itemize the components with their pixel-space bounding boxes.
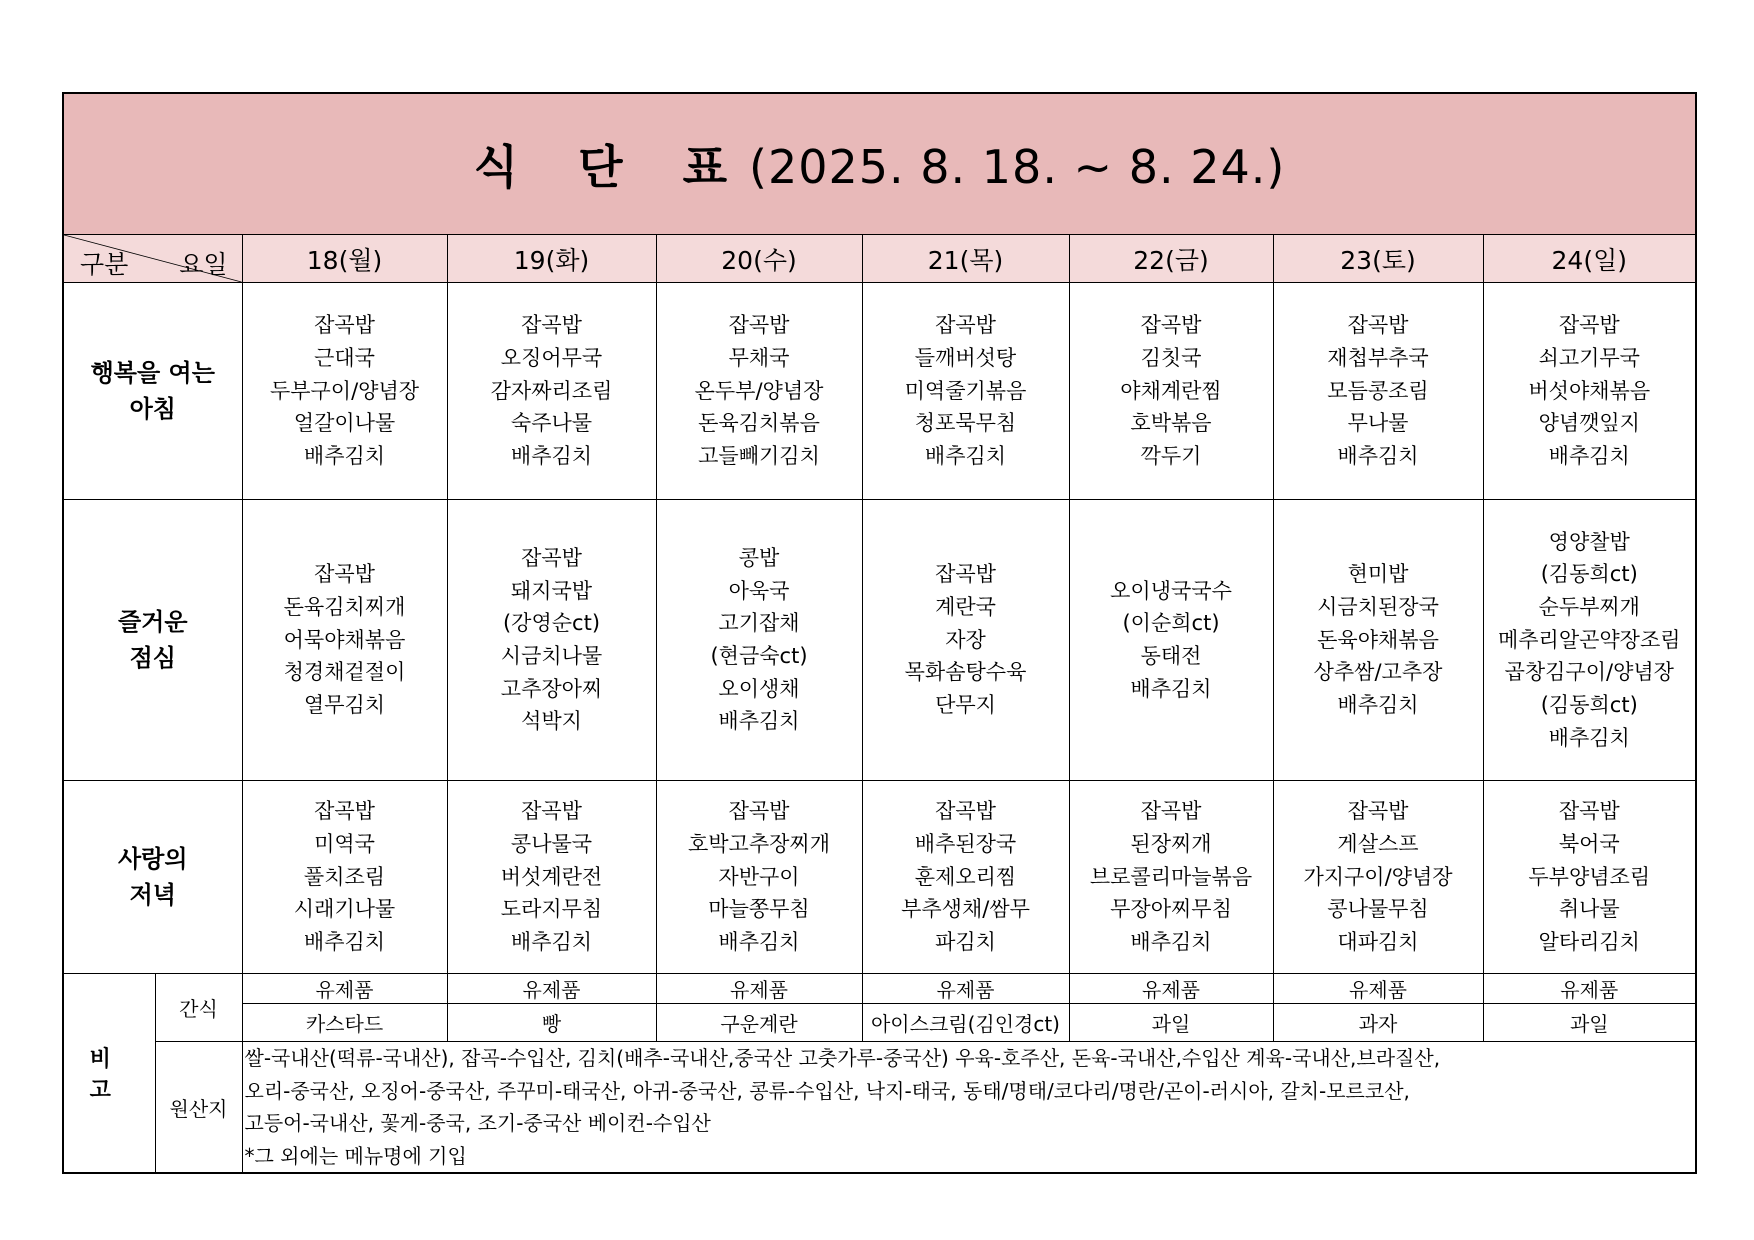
day-header: 24(일): [1483, 235, 1696, 283]
menu-item: 배추김치: [718, 709, 800, 734]
menu-item: 잡곡밥: [521, 799, 582, 824]
day-header: 22(금): [1069, 235, 1273, 283]
day-header: 20(수): [656, 235, 862, 283]
snack-cell: 유제품: [1273, 974, 1483, 1004]
menu-item: 잡곡밥: [935, 313, 996, 338]
menu-item: 북어국: [1558, 831, 1620, 856]
menu-cell: [447, 781, 656, 974]
menu-item: 배추김치: [924, 444, 1007, 469]
menu-item: 무나물: [1347, 411, 1409, 436]
menu-item: 들깨버섯탕: [914, 345, 1017, 370]
menu-item: 게살스프: [1337, 831, 1419, 856]
menu-item: (현금숙ct): [710, 644, 808, 668]
menu-item: 오이생채: [718, 676, 800, 701]
menu-item: 근대국: [314, 345, 375, 370]
origin-line: 오리-중국산, 오징어-중국산, 주꾸미-태국산, 아귀-중국산, 콩류-수입산, 낙지-태국, 동태/명태/코다리/명란/곤이-러시아, 갈치-모르코산,: [244, 1078, 1410, 1103]
menu-item: 돈육김치찌개: [283, 594, 406, 619]
snack-cell: 과일: [1069, 1004, 1273, 1042]
menu-item: 온두부/양념장: [694, 378, 824, 403]
snack-row-2: [63, 1004, 1696, 1042]
menu-item: 자반구이: [718, 864, 800, 889]
snack-cell: 빵: [447, 1004, 656, 1042]
menu-item: 목화솜탕수육: [904, 660, 1027, 685]
snack-cell: 유제품: [1069, 974, 1273, 1004]
menu-item: 부추생채/쌈무: [901, 897, 1030, 922]
menu-item: 무채국: [728, 345, 790, 370]
snack-cell: 유제품: [242, 974, 447, 1004]
menu-item: 잡곡밥: [521, 313, 582, 338]
menu-item: 취나물: [1558, 897, 1620, 922]
snack-label: 간식: [155, 974, 242, 1042]
menu-item: 배추김치: [510, 444, 593, 469]
menu-item: 야채계란찜: [1120, 378, 1222, 403]
remarks-label: 비 고: [63, 974, 155, 1174]
menu-item: 잡곡밥: [1140, 313, 1202, 338]
menu-item: 잡곡밥: [935, 799, 996, 824]
menu-cell: [242, 781, 447, 974]
menu-item: 순두부찌개: [1538, 594, 1640, 619]
menu-item: 배추김치: [1548, 725, 1630, 750]
category-label: 구분: [80, 250, 129, 279]
menu-item: 배추된장국: [914, 831, 1017, 856]
menu-item: 양념깻잎지: [1538, 411, 1640, 436]
menu-item: 미역국: [314, 831, 375, 856]
menu-item: 석박지: [521, 709, 582, 734]
menu-item: 어묵야채볶음: [283, 627, 406, 652]
menu-item: 대파김치: [1337, 930, 1419, 955]
menu-item: 열무김치: [303, 693, 386, 718]
snack-cell: 구운계란: [656, 1004, 862, 1042]
title-main: 식 단 표: [473, 140, 750, 194]
menu-item: 고기잡채: [718, 611, 800, 636]
menu-item: 잡곡밥: [314, 562, 375, 587]
menu-item: 잡곡밥: [1347, 799, 1409, 824]
menu-item: 무장아찌무침: [1110, 897, 1232, 922]
menu-item: 청포묵무침: [914, 411, 1017, 436]
menu-item: 잡곡밥: [1558, 799, 1620, 824]
dinner-row: [63, 781, 1696, 974]
menu-item: 모듬콩조림: [1327, 378, 1429, 403]
menu-item: 배추김치: [303, 930, 386, 955]
menu-item: 미역줄기볶음: [904, 378, 1027, 403]
menu-item: 청경채겉절이: [283, 660, 406, 685]
menu-item: 콩밥: [738, 545, 780, 570]
menu-item: (김동희ct): [1540, 693, 1638, 718]
menu-item: 잡곡밥: [1558, 313, 1620, 338]
menu-cell: [1069, 500, 1273, 781]
menu-item: 감자짜리조림: [490, 378, 613, 403]
menu-item: 재첩부추국: [1327, 345, 1429, 370]
menu-cell: [656, 781, 862, 974]
menu-cell: [1483, 781, 1696, 974]
menu-cell: [242, 500, 447, 781]
menu-cell: [242, 283, 447, 500]
origin-line: *그 외에는 메뉴명에 기입: [244, 1143, 467, 1168]
menu-item: 두부양념조림: [1528, 864, 1651, 889]
menu-cell: [1483, 283, 1696, 500]
menu-item: 배추김치: [718, 930, 800, 955]
menu-item: 두부구이/양념장: [269, 378, 420, 403]
day-header-row: [63, 235, 1696, 283]
menu-cell: [1069, 781, 1273, 974]
menu-cell: [447, 500, 656, 781]
meal-label-breakfast: 행복을 여는 아침: [63, 283, 242, 500]
menu-item: 마늘쫑무침: [708, 897, 810, 922]
menu-item: 배추김치: [510, 930, 593, 955]
menu-item: (이순희ct): [1122, 611, 1220, 636]
snack-cell: 유제품: [447, 974, 656, 1004]
menu-item: 상추쌈/고추장: [1313, 660, 1443, 685]
snack-cell: 유제품: [656, 974, 862, 1004]
page-title: [63, 93, 1696, 235]
origin-row: [63, 1042, 1696, 1174]
meal-plan-table: [62, 92, 1697, 1174]
title-period: (2025. 8. 18. ~ 8. 24.): [749, 140, 1286, 194]
menu-item: 돈육김치볶음: [698, 411, 820, 436]
menu-cell: [447, 283, 656, 500]
menu-cell: [656, 500, 862, 781]
menu-cell: [862, 283, 1069, 500]
menu-item: 된장찌개: [1130, 831, 1212, 856]
snack-cell: 아이스크림(김인경ct): [862, 1004, 1069, 1042]
menu-item: 호박볶음: [1130, 411, 1212, 436]
snack-cell: 유제품: [862, 974, 1069, 1004]
snack-cell: 유제품: [1483, 974, 1696, 1004]
menu-cell: [1069, 283, 1273, 500]
menu-item: 동태전: [1140, 644, 1202, 668]
menu-item: 김칫국: [1140, 345, 1202, 370]
lunch-row: [63, 500, 1696, 781]
snack-row-1: [63, 974, 1696, 1004]
menu-item: 콩나물무침: [1327, 897, 1429, 922]
day-header: 19(화): [447, 235, 656, 283]
menu-item: 배추김치: [1337, 444, 1419, 469]
menu-cell: [1273, 500, 1483, 781]
snack-cell: 카스타드: [242, 1004, 447, 1042]
day-header: 18(월): [242, 235, 447, 283]
menu-item: 잡곡밥: [728, 313, 790, 338]
menu-item: 버섯계란전: [500, 864, 603, 889]
menu-item: 풀치조림: [303, 864, 386, 889]
menu-item: 호박고추장찌개: [687, 831, 830, 856]
menu-item: 숙주나물: [510, 411, 593, 436]
menu-item: 영양찰밥: [1548, 529, 1630, 554]
menu-cell: [1483, 500, 1696, 781]
menu-item: 콩나물국: [510, 831, 593, 856]
menu-item: 가지구이/양념장: [1303, 864, 1453, 889]
menu-item: 파김치: [935, 930, 996, 955]
origin-line: 쌀-국내산(떡류-국내산), 잡곡-수입산, 김치(배추-국내산,중국산 고춧가루-중국산) 우육-호주산, 돈육-국내산,수입산 계육-국내산,브라질산,: [244, 1046, 1441, 1070]
menu-item: 배추김치: [1130, 676, 1212, 701]
menu-item: 오징어무국: [500, 345, 603, 370]
menu-item: 메추리알곤약장조림: [1497, 627, 1681, 652]
snack-cell: 과일: [1483, 1004, 1696, 1042]
menu-cell: [862, 500, 1069, 781]
menu-item: 돼지국밥: [510, 578, 593, 603]
day-header: 23(토): [1273, 235, 1483, 283]
menu-item: (강영순ct): [502, 611, 601, 636]
menu-item: 고추장아찌: [500, 676, 603, 701]
origin-text: [242, 1042, 1696, 1174]
day-label: 요일: [179, 250, 228, 279]
menu-cell: [1273, 781, 1483, 974]
menu-item: 배추김치: [303, 444, 386, 469]
day-header: 21(목): [862, 235, 1069, 283]
menu-cell: [656, 283, 862, 500]
menu-item: 잡곡밥: [1140, 799, 1202, 824]
menu-item: 현미밥: [1347, 562, 1409, 587]
meal-label-dinner: 사랑의 저녁: [63, 781, 242, 974]
menu-item: 잡곡밥: [314, 313, 375, 338]
menu-item: 단무지: [935, 693, 996, 718]
menu-item: 도라지무침: [500, 897, 603, 922]
menu-item: 버섯야채볶음: [1528, 378, 1651, 403]
menu-item: 잡곡밥: [935, 562, 996, 587]
menu-item: 자장: [945, 627, 986, 652]
menu-item: 곱창김구이/양념장: [1504, 660, 1674, 685]
menu-item: 배추김치: [1337, 693, 1419, 718]
menu-item: 아욱국: [728, 578, 790, 603]
origin-line: 고등어-국내산, 꽃게-중국, 조기-중국산 베이컨-수입산: [244, 1111, 711, 1135]
meal-label-lunch: 즐거운 점심: [63, 500, 242, 781]
menu-item: 오이냉국국수: [1110, 578, 1232, 603]
menu-item: 시금치나물: [500, 644, 603, 668]
menu-item: (김동희ct): [1540, 562, 1638, 587]
menu-item: 계란국: [935, 594, 996, 619]
menu-item: 브로콜리마늘볶음: [1089, 864, 1253, 889]
menu-item: 얼갈이나물: [293, 411, 396, 436]
menu-item: 잡곡밥: [314, 799, 375, 824]
menu-item: 잡곡밥: [728, 799, 790, 824]
origin-label: 원산지: [155, 1042, 242, 1174]
menu-item: 깍두기: [1140, 444, 1202, 469]
menu-item: 돈육야채볶음: [1317, 627, 1439, 652]
menu-item: 쇠고기무국: [1538, 345, 1640, 370]
menu-item: 훈제오리찜: [914, 864, 1017, 889]
breakfast-row: [63, 283, 1696, 500]
snack-cell: 과자: [1273, 1004, 1483, 1042]
menu-item: 잡곡밥: [521, 545, 582, 570]
menu-cell: [1273, 283, 1483, 500]
menu-item: 알타리김치: [1538, 930, 1640, 955]
menu-item: 시래기나물: [293, 897, 396, 922]
menu-item: 배추김치: [1130, 930, 1212, 955]
menu-item: 배추김치: [1548, 444, 1630, 469]
menu-item: 고들빼기김치: [698, 444, 820, 469]
menu-item: 잡곡밥: [1347, 313, 1409, 338]
menu-cell: [862, 781, 1069, 974]
header-corner: [63, 235, 242, 283]
menu-item: 시금치된장국: [1317, 594, 1439, 619]
